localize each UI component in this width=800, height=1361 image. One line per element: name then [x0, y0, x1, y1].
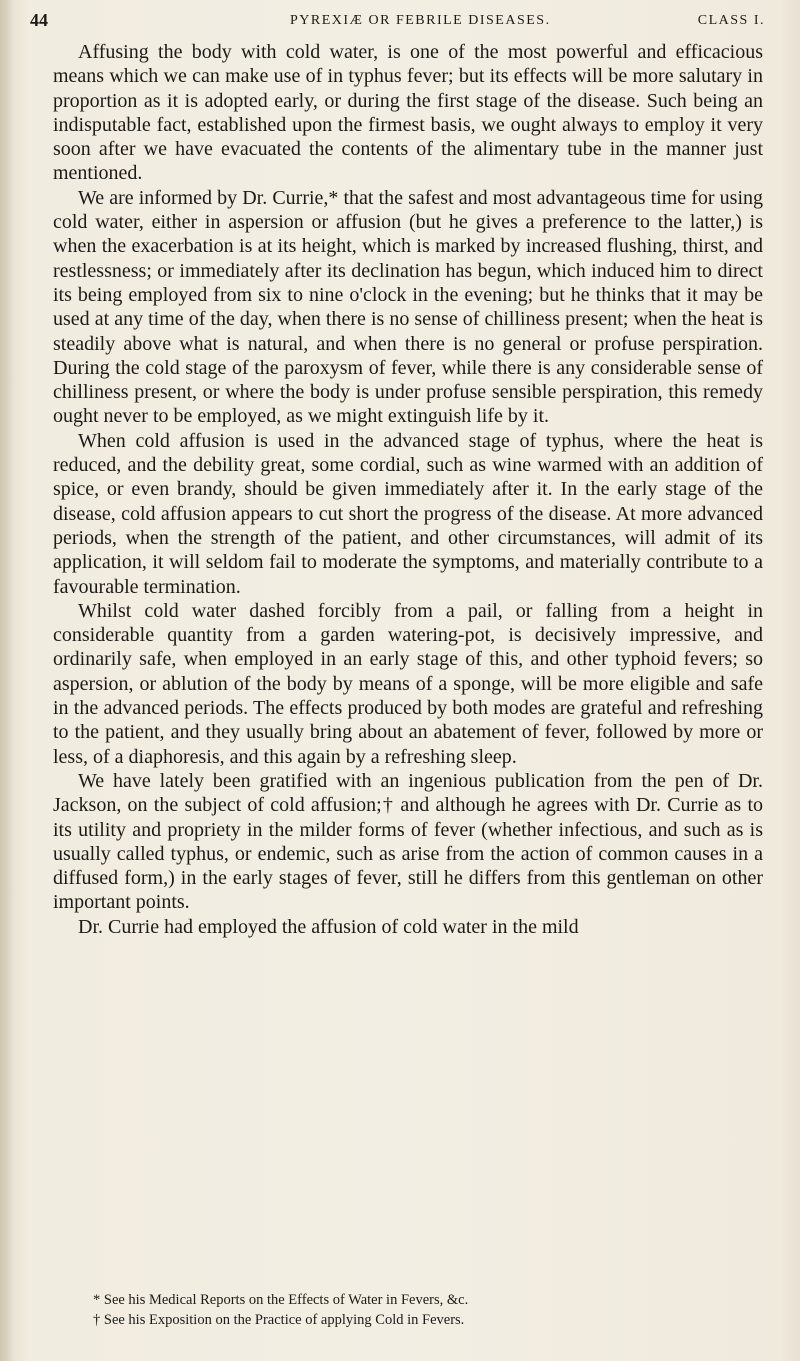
class-label: CLASS I.	[697, 13, 765, 28]
paragraph: When cold affusion is used in the advanced stage of typhus, where the heat is reduced, and the debility great, some cordial, such as wine warmed with an addition of spice, or even brandy, should be given immediately after it. In the early stage of the disease, cold affusion appears to cut short the progress of the disease. At more advanced periods, when the strength of the patient, and other circumstances, will admit of its application, it will seldom fail to moderate the symptoms, and materially contribute to a favourable termination.	[53, 429, 763, 598]
running-title: PYREXIÆ OR FEBRILE DISEASES.	[290, 13, 551, 28]
paragraph: Dr. Currie had employed the affusion of cold water in the mild	[78, 915, 579, 938]
page-number: 44	[30, 10, 48, 30]
body-text	[53, 40, 763, 939]
paragraph: Whilst cold water dashed forcibly from a pail, or falling from a height in considerable quantity from a garden watering-pot, is decisively impressive, and ordinarily safe, when employed in an early stage of this, and other typhoid fevers; so aspersion, or ablution of the body by means of a sponge, will be more eligible and safe in the advanced periods. The effects produced by both modes are grateful and refreshing to the patient, and they usually bring about an abatement of fever, followed by more or less, of a diaphoresis, and this again by a refreshing sleep.	[53, 599, 763, 768]
footnotes	[53, 1290, 763, 1330]
footnote: † See his Exposition on the Practice of applying Cold in Fevers.	[93, 1312, 465, 1328]
paragraph: We are informed by Dr. Currie,* that the safest and most advantageous time for using cold water, either in aspersion or affusion (but he gives a preference to the latter,) is when the exacerbation is at its height, which is marked by increased flushing, thirst, and restlessness; or immediately after its declination has begun, which induced him to direct its being employed from six to nine o'clock in the evening; but he thinks that it may be used at any time of the day, when there is no sense of chilliness present; when the heat is steadily above what is natural, and when there is no general or profuse perspiration. During the cold stage of the paroxysm of fever, while there is any considerable sense of chilliness present, or where the body is under profuse sensible perspiration, this remedy ought never to be employed, as we might extinguish life by it.	[53, 186, 763, 428]
paragraph: Affusing the body with cold water, is one of the most powerful and efficacious means which we can make use of in typhus fever; but its effects will be more salutary in proportion as it is adopted early, or during the first stage of the disease. Such being an indisputable fact, established upon the firmest basis, we ought always to employ it very soon after we have evacuated the contents of the alimentary tube in the manner just mentioned.	[53, 41, 763, 185]
footnote: * See his Medical Reports on the Effects of Water in Fevers, &c.	[93, 1292, 469, 1308]
running-header	[30, 10, 765, 36]
binding-shadow	[0, 0, 14, 1361]
paragraph: We have lately been gratified with an ingenious publication from the pen of Dr. Jackson, on the subject of cold affusion;† and although he agrees with Dr. Currie as to its utility and propriety in the milder forms of fever (whether infectious, and such as is usually called typhus, or endemic, such as arise from the action of common causes in a diffused form,) in the early stages of fever, still he differs from this gentleman on other important points.	[53, 769, 763, 914]
